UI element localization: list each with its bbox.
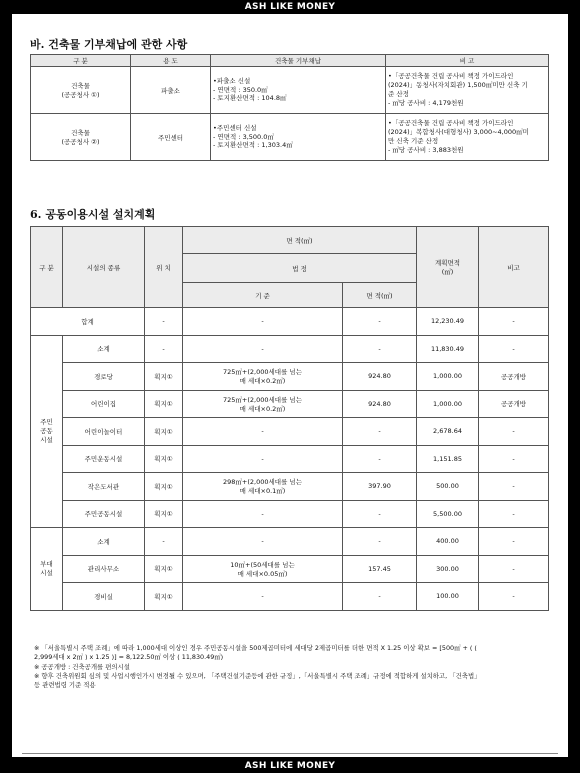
cell: -	[479, 473, 549, 501]
donation-cell: •파출소 신설 - 연면적 : 350.0㎡ - 토지환산면적 : 104.8㎡	[211, 67, 386, 114]
cell: -	[183, 528, 343, 556]
table-row	[31, 555, 549, 583]
cell: 공공개방	[479, 390, 549, 418]
cell: 어린이놀이터	[63, 418, 145, 446]
cell: 작은도서관	[63, 473, 145, 501]
table-row	[31, 445, 549, 473]
cell: 획지①	[145, 445, 183, 473]
cell: 500.00	[417, 473, 479, 501]
cell: 어린이집	[63, 390, 145, 418]
total-label: 합계	[31, 308, 145, 336]
header-cell: 구 분	[31, 227, 63, 308]
header-brand: ASH LIKE MONEY	[0, 0, 580, 14]
table-row	[31, 473, 549, 501]
cell: -	[183, 418, 343, 446]
cell: 2,678.64	[417, 418, 479, 446]
cell: 획지①	[145, 473, 183, 501]
cell: 주민운동시설	[63, 445, 145, 473]
category-cell: 건축물 (공공청사 ②)	[31, 114, 131, 161]
use-cell: 주민센터	[131, 114, 211, 161]
cell: -	[343, 583, 417, 611]
use-cell: 파출소	[131, 67, 211, 114]
header-cell: 시설의 종류	[63, 227, 145, 308]
table-row	[31, 418, 549, 446]
divider	[22, 753, 558, 754]
section-title-facilities: 6. 공동이용시설 설치계획	[30, 208, 156, 221]
header-cell: 비고	[479, 227, 549, 308]
cell: -	[479, 500, 549, 528]
cell: 1,151.85	[417, 445, 479, 473]
cell: 획지①	[145, 390, 183, 418]
total-row	[31, 308, 549, 336]
cell: 소계	[63, 335, 145, 363]
note-cell: •「공공건축물 건립 공사비 책정 가이드라인 (2024)」복합청사(대형청사) 3,000~4,000㎡미 만 신축 기준 산정 - ㎡당 공사비 : 3,883천원	[386, 114, 549, 161]
cell: -	[183, 445, 343, 473]
facilities-table	[30, 226, 549, 611]
cell: 924.80	[343, 390, 417, 418]
group-label: 주민 공동 시설	[31, 335, 63, 528]
header-cell: 건축물 기부채납	[211, 55, 386, 67]
cell: -	[145, 528, 183, 556]
cell: 5,500.00	[417, 500, 479, 528]
cell: 획지①	[145, 418, 183, 446]
header-cell: 비 고	[386, 55, 549, 67]
cell: 주민공동시설	[63, 500, 145, 528]
section-title-donation: 바. 건축물 기부채납에 관한 사항	[30, 38, 188, 51]
cell: 공공개방	[479, 363, 549, 391]
header-cell: 위 치	[145, 227, 183, 308]
table-row	[31, 67, 549, 114]
cell: -	[343, 418, 417, 446]
cell: -	[479, 418, 549, 446]
footnote: ※ 「서울특별시 주택 조례」에 따라 1,000세대 이상인 경우 주민공동시설을 500제곱미터에 세대당 2제곱미터를 더한 면적 X 1.25 이상 확보 = [500㎡ + ( (	[34, 644, 477, 652]
cell: -	[343, 445, 417, 473]
cell: 300.00	[417, 555, 479, 583]
cell: 획지①	[145, 583, 183, 611]
cell: 725㎡+(2,000세대를 넘는 매 세대×0.2㎡)	[183, 390, 343, 418]
table-row	[31, 114, 549, 161]
cell: 소계	[63, 528, 145, 556]
footer-brand: ASH LIKE MONEY	[0, 759, 580, 773]
cell: 400.00	[417, 528, 479, 556]
cell: -	[183, 500, 343, 528]
table-row	[31, 363, 549, 391]
cell: 경로당	[63, 363, 145, 391]
cell: 12,230.49	[417, 308, 479, 336]
footnotes	[34, 644, 549, 690]
cell: -	[145, 335, 183, 363]
cell: 관리사무소	[63, 555, 145, 583]
header-cell: 용 도	[131, 55, 211, 67]
header-cell: 기 준	[183, 283, 343, 308]
cell: -	[145, 308, 183, 336]
table-row	[31, 583, 549, 611]
cell: 획지①	[145, 500, 183, 528]
cell: 1,000.00	[417, 390, 479, 418]
cell: -	[343, 528, 417, 556]
cell: -	[183, 335, 343, 363]
cell: 924.80	[343, 363, 417, 391]
group-label: 부대 시설	[31, 528, 63, 611]
cell: -	[479, 308, 549, 336]
cell: -	[343, 308, 417, 336]
table-row	[31, 390, 549, 418]
header-cell: 구 분	[31, 55, 131, 67]
footnote: 2,999세대 x 2㎡ ) x 1.25 )] = 8,122.50㎡ 이상 ( 11,830.49㎡)	[34, 653, 224, 662]
footnote: ※ 공공개방 : 건축공개를 편의시설	[34, 662, 130, 671]
footnote: ※ 향후 건축위원회 심의 및 사업시행인가시 변경될 수 있으며, 「주택건설기준등에 관한 규정」,「서울특별시 주택 조례」규정에 적합하게 설치하고, 「건축법」	[34, 671, 481, 680]
header-cell: 계획면적 (㎡)	[417, 227, 479, 308]
footnote: 등 관련법령 기준 적용	[34, 681, 96, 690]
cell: 경비실	[63, 583, 145, 611]
cell: 11,830.49	[417, 335, 479, 363]
donation-cell: •주민센터 신설 - 연면적 : 3,500.0㎡ - 토지환산면적 : 1,303.4㎡	[211, 114, 386, 161]
table-row	[31, 335, 549, 363]
category-cell: 건축물 (공공청사 ①)	[31, 67, 131, 114]
cell: 100.00	[417, 583, 479, 611]
cell: 10㎡+(50세대를 넘는 매 세대×0.05㎡)	[183, 555, 343, 583]
cell: -	[479, 555, 549, 583]
cell: -	[183, 583, 343, 611]
table-header-row	[31, 55, 549, 67]
cell: -	[343, 500, 417, 528]
table-header-row	[31, 227, 549, 254]
cell: -	[479, 583, 549, 611]
cell: 획지①	[145, 555, 183, 583]
note-cell: •「공공건축물 건립 공사비 책정 가이드라인 (2024)」동청사(자치회관) 1,500㎡미만 신축 기 준 산정 - ㎡당 공사비 : 4,179천원	[386, 67, 549, 114]
cell: -	[479, 445, 549, 473]
cell: 397.90	[343, 473, 417, 501]
cell: -	[343, 335, 417, 363]
table-row	[31, 528, 549, 556]
header-cell: 면 적(㎡)	[183, 227, 417, 254]
table-row	[31, 500, 549, 528]
cell: 획지①	[145, 363, 183, 391]
cell: 1,000.00	[417, 363, 479, 391]
cell: -	[479, 335, 549, 363]
header-cell: 면 적(㎡)	[343, 283, 417, 308]
cell: -	[183, 308, 343, 336]
cell: 157.45	[343, 555, 417, 583]
document-page	[12, 14, 568, 757]
cell: -	[479, 528, 549, 556]
cell: 298㎡+(2,000세대를 넘는 매 세대×0.1㎡)	[183, 473, 343, 501]
header-cell: 법 정	[183, 254, 417, 283]
cell: 725㎡+(2,000세대를 넘는 매 세대×0.2㎡)	[183, 363, 343, 391]
donation-table	[30, 54, 549, 161]
